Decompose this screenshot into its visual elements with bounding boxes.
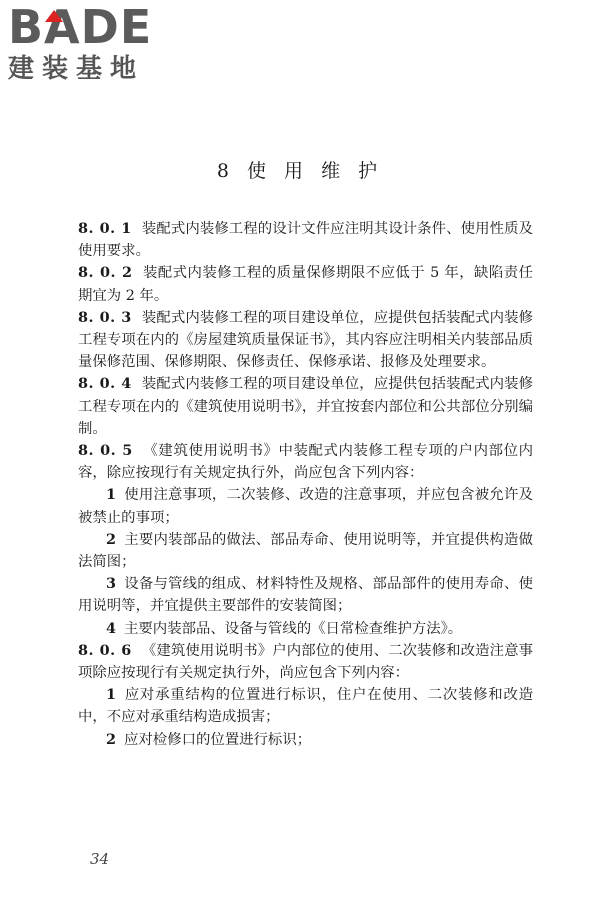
clause-number: 8. 0. 5 (78, 442, 133, 460)
clause-8-0-5 (78, 440, 533, 484)
list-item-number: 2 (106, 530, 117, 548)
logo-triangle-icon (45, 10, 63, 22)
logo-mark (8, 0, 153, 54)
clause-text: 装配式内装修工程的设计文件应注明其设计条件、使用性质及使用要求。 (78, 221, 533, 260)
clause-text: 《建筑使用说明书》中装配式内装修工程专项的户内部位内容，除应按现行有关规定执行外，尚应包含下列内容： (78, 443, 533, 482)
list-item (78, 729, 533, 751)
list-item-text: 主要内装部品的做法、部品寿命、使用说明等，并宜提供构造做法简图； (78, 531, 533, 571)
list-item (78, 529, 533, 573)
chapter-title: 8 使 用 维 护 (216, 160, 384, 182)
clause-text: 《建筑使用说明书》户内部位的使用、二次装修和改造注意事项除应按现行有关规定执行外，尚应包含下列内容： (78, 642, 533, 682)
clause-8-0-4 (78, 373, 533, 440)
document-body (78, 218, 533, 751)
list-item (78, 684, 533, 728)
list-item-text: 主要内装部品、设备与管线的《日常检查维护方法》。 (124, 620, 463, 637)
list-item-text: 设备与管线的组成、材料特性及规格、部品部件的使用寿命、使用说明等，并宜提供主要部件的安装简图； (78, 576, 533, 615)
list-item-text: 应对承重结构的位置进行标识，住户在使用、二次装修和改造中，不应对承重结构造成损害； (78, 687, 533, 726)
clause-8-0-3 (78, 307, 533, 374)
clause-8-0-6 (78, 640, 533, 684)
logo-mark-text: BADE (8, 0, 153, 54)
clause-number: 8. 0. 2 (78, 264, 133, 282)
logo-subtitle: 建装基地 (8, 54, 145, 84)
list-item (78, 573, 533, 617)
clause-text: 装配式内装修工程的项目建设单位，应提供包括装配式内装修工程专项在内的《房屋建筑质量保证书》，其内容应注明相关内装部品质量保修范围、保修期限、保修责任、保修承诺、报修及处理要求。 (78, 309, 533, 371)
list-item-number: 1 (106, 486, 117, 504)
clause-text: 装配式内装修工程的质量保修期限不应低于 5 年，缺陷责任期宜为 2 年。 (78, 265, 533, 304)
list-item-text: 使用注意事项，二次装修、改造的注意事项，并应包含被允许及被禁止的事项； (78, 487, 533, 526)
list-item-number: 2 (106, 730, 117, 748)
list-item (78, 484, 533, 528)
list-item-number: 1 (106, 686, 117, 704)
clause-8-0-2 (78, 262, 533, 306)
list-item (78, 618, 533, 640)
list-item-number: 4 (106, 619, 117, 637)
bade-logo (8, 0, 188, 84)
clause-number: 8. 0. 6 (78, 641, 132, 659)
clause-number: 8. 0. 3 (78, 308, 132, 326)
clause-text: 装配式内装修工程的项目建设单位，应提供包括装配式内装修工程专项在内的《建筑使用说明书》，并宜按套内部位和公共部位分别编制。 (78, 376, 533, 437)
clause-8-0-1 (78, 218, 533, 262)
page-number: 34 (90, 850, 110, 868)
list-item-text: 应对检修口的位置进行标识； (124, 731, 312, 748)
list-item-number: 3 (106, 575, 117, 593)
clause-number: 8. 0. 4 (78, 375, 132, 393)
clause-number: 8. 0. 1 (78, 220, 132, 237)
